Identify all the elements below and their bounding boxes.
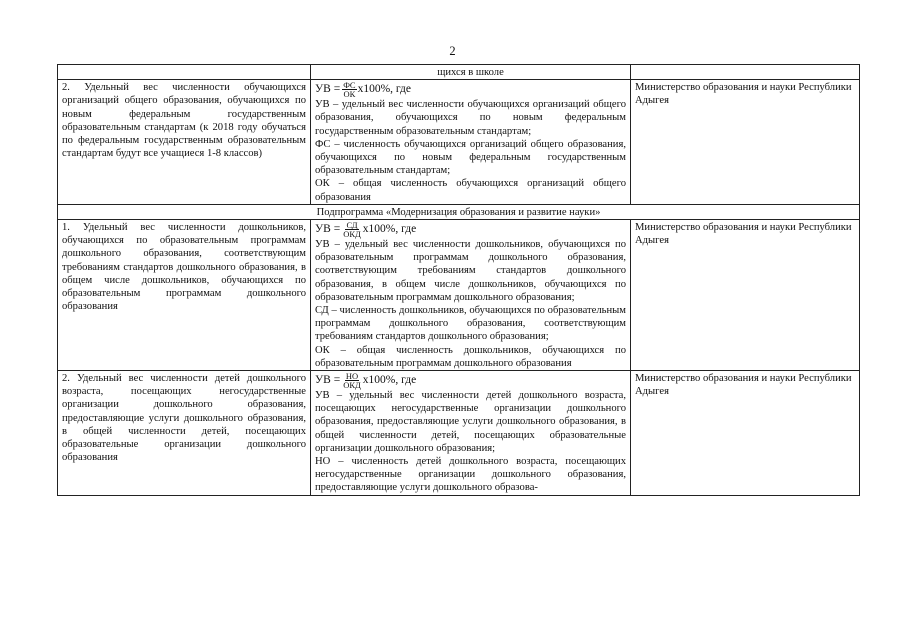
indicators-table xyxy=(57,64,860,496)
continuation-text: щихся в школе xyxy=(311,65,631,80)
fraction-denominator: ОКД xyxy=(343,229,361,240)
formula xyxy=(315,221,626,238)
definition: УВ – удельный вес численности дошкольников, обучающихся по образовательным программам дошкольного образования, соответствующим требованиям стандартов дошкольного образования, в общем числе дошкольников, обучающихся по образовательным программам дошкольного образования; xyxy=(315,239,626,303)
responsible-cell: Министерство образования и науки Республики Адыгея xyxy=(631,80,860,205)
formula-cell xyxy=(311,80,631,205)
definition: ФС – численность обучающихся организаций общего образования, обучающихся по новым федеральным государственным образовательным стандартам; xyxy=(315,138,626,177)
section-row xyxy=(58,204,860,219)
fraction-denominator: ОКД xyxy=(343,380,361,391)
formula-cell xyxy=(311,220,631,371)
formula-lhs: УВ = xyxy=(315,373,341,386)
definition: НО – численность детей дошкольного возраста, посещающих негосударственные организации дошкольного образования, предоставляющие услуги дошкольного образова- xyxy=(315,456,626,494)
formula-rhs: х100%, где xyxy=(362,373,417,386)
definition: СД – численность дошкольников, обучающихся по образовательным программам дошкольного образования, соответствующим требованиям стандартов дошкольного образования; xyxy=(315,305,626,343)
formula-cell xyxy=(311,371,631,496)
formula-lhs: УВ = xyxy=(315,83,341,96)
responsible-cell: Министерство образования и науки Республики Адыгея xyxy=(631,371,860,496)
fraction-numerator: НО xyxy=(345,371,359,382)
empty-cell xyxy=(631,65,860,80)
responsible-cell: Министерство образования и науки Республики Адыгея xyxy=(631,220,860,371)
indicator-cell: 1. Удельный вес численности дошкольников, обучающихся по образовательным программам дошкольного образования, соответствующим требованиям стандартов дошкольного образования, в общем числе дошкольников, обучающихся по образовательным программам дошкольного образования xyxy=(58,220,311,371)
fraction xyxy=(342,372,362,389)
fraction xyxy=(342,221,362,238)
definition: ОК – общая численность обучающихся организаций общего образования xyxy=(315,178,626,203)
indicator-cell: 2. Удельный вес численности детей дошкольного возраста, посещающих негосударственные организации дошкольного образования, предоставляющие услуги дошкольного образования, в общей численности детей, посещающих образовательные организации дошкольного образования xyxy=(58,371,311,496)
formula-rhs: х100%, где xyxy=(357,83,412,96)
definition: ОК – общая численность дошкольников, обучающихся по образовательным программам дошкольного образования xyxy=(315,344,626,369)
formula xyxy=(315,372,626,389)
fraction-denominator: ОК xyxy=(343,89,356,100)
formula-lhs: УВ = xyxy=(315,222,341,235)
fraction-numerator: СД xyxy=(346,220,358,231)
page-number: 2 xyxy=(449,44,456,58)
formula xyxy=(315,81,626,98)
table-row xyxy=(58,371,860,496)
empty-cell xyxy=(58,65,311,80)
definition: УВ – удельный вес численности детей дошкольного возраста, посещающих негосударственные организации дошкольного образования, предоставляющие услуги дошкольного образования, в общей численности детей, посещающих образовательные организации дошкольного образования; xyxy=(315,390,626,454)
indicator-cell: 2. Удельный вес численности обучающихся организаций общего образования, обучающихся по новым федеральным государственным образовательным стандартам (к 2018 году обучаться по федеральным государственным образовательным стандартам будут все учащиеся 1-8 классов) xyxy=(58,80,311,205)
table-row xyxy=(58,80,860,205)
table-row xyxy=(58,220,860,371)
definition: УВ – удельный вес численности обучающихся организаций общего образования, обучающихся по новым федеральным государственным образовательным стандартам; xyxy=(315,99,626,137)
fraction-numerator: ФС xyxy=(343,80,356,91)
fraction xyxy=(342,81,356,98)
continuation-row xyxy=(58,65,860,80)
section-title: Подпрограмма «Модернизация образования и развитие науки» xyxy=(58,204,860,219)
formula-rhs: х100%, где xyxy=(362,222,417,235)
